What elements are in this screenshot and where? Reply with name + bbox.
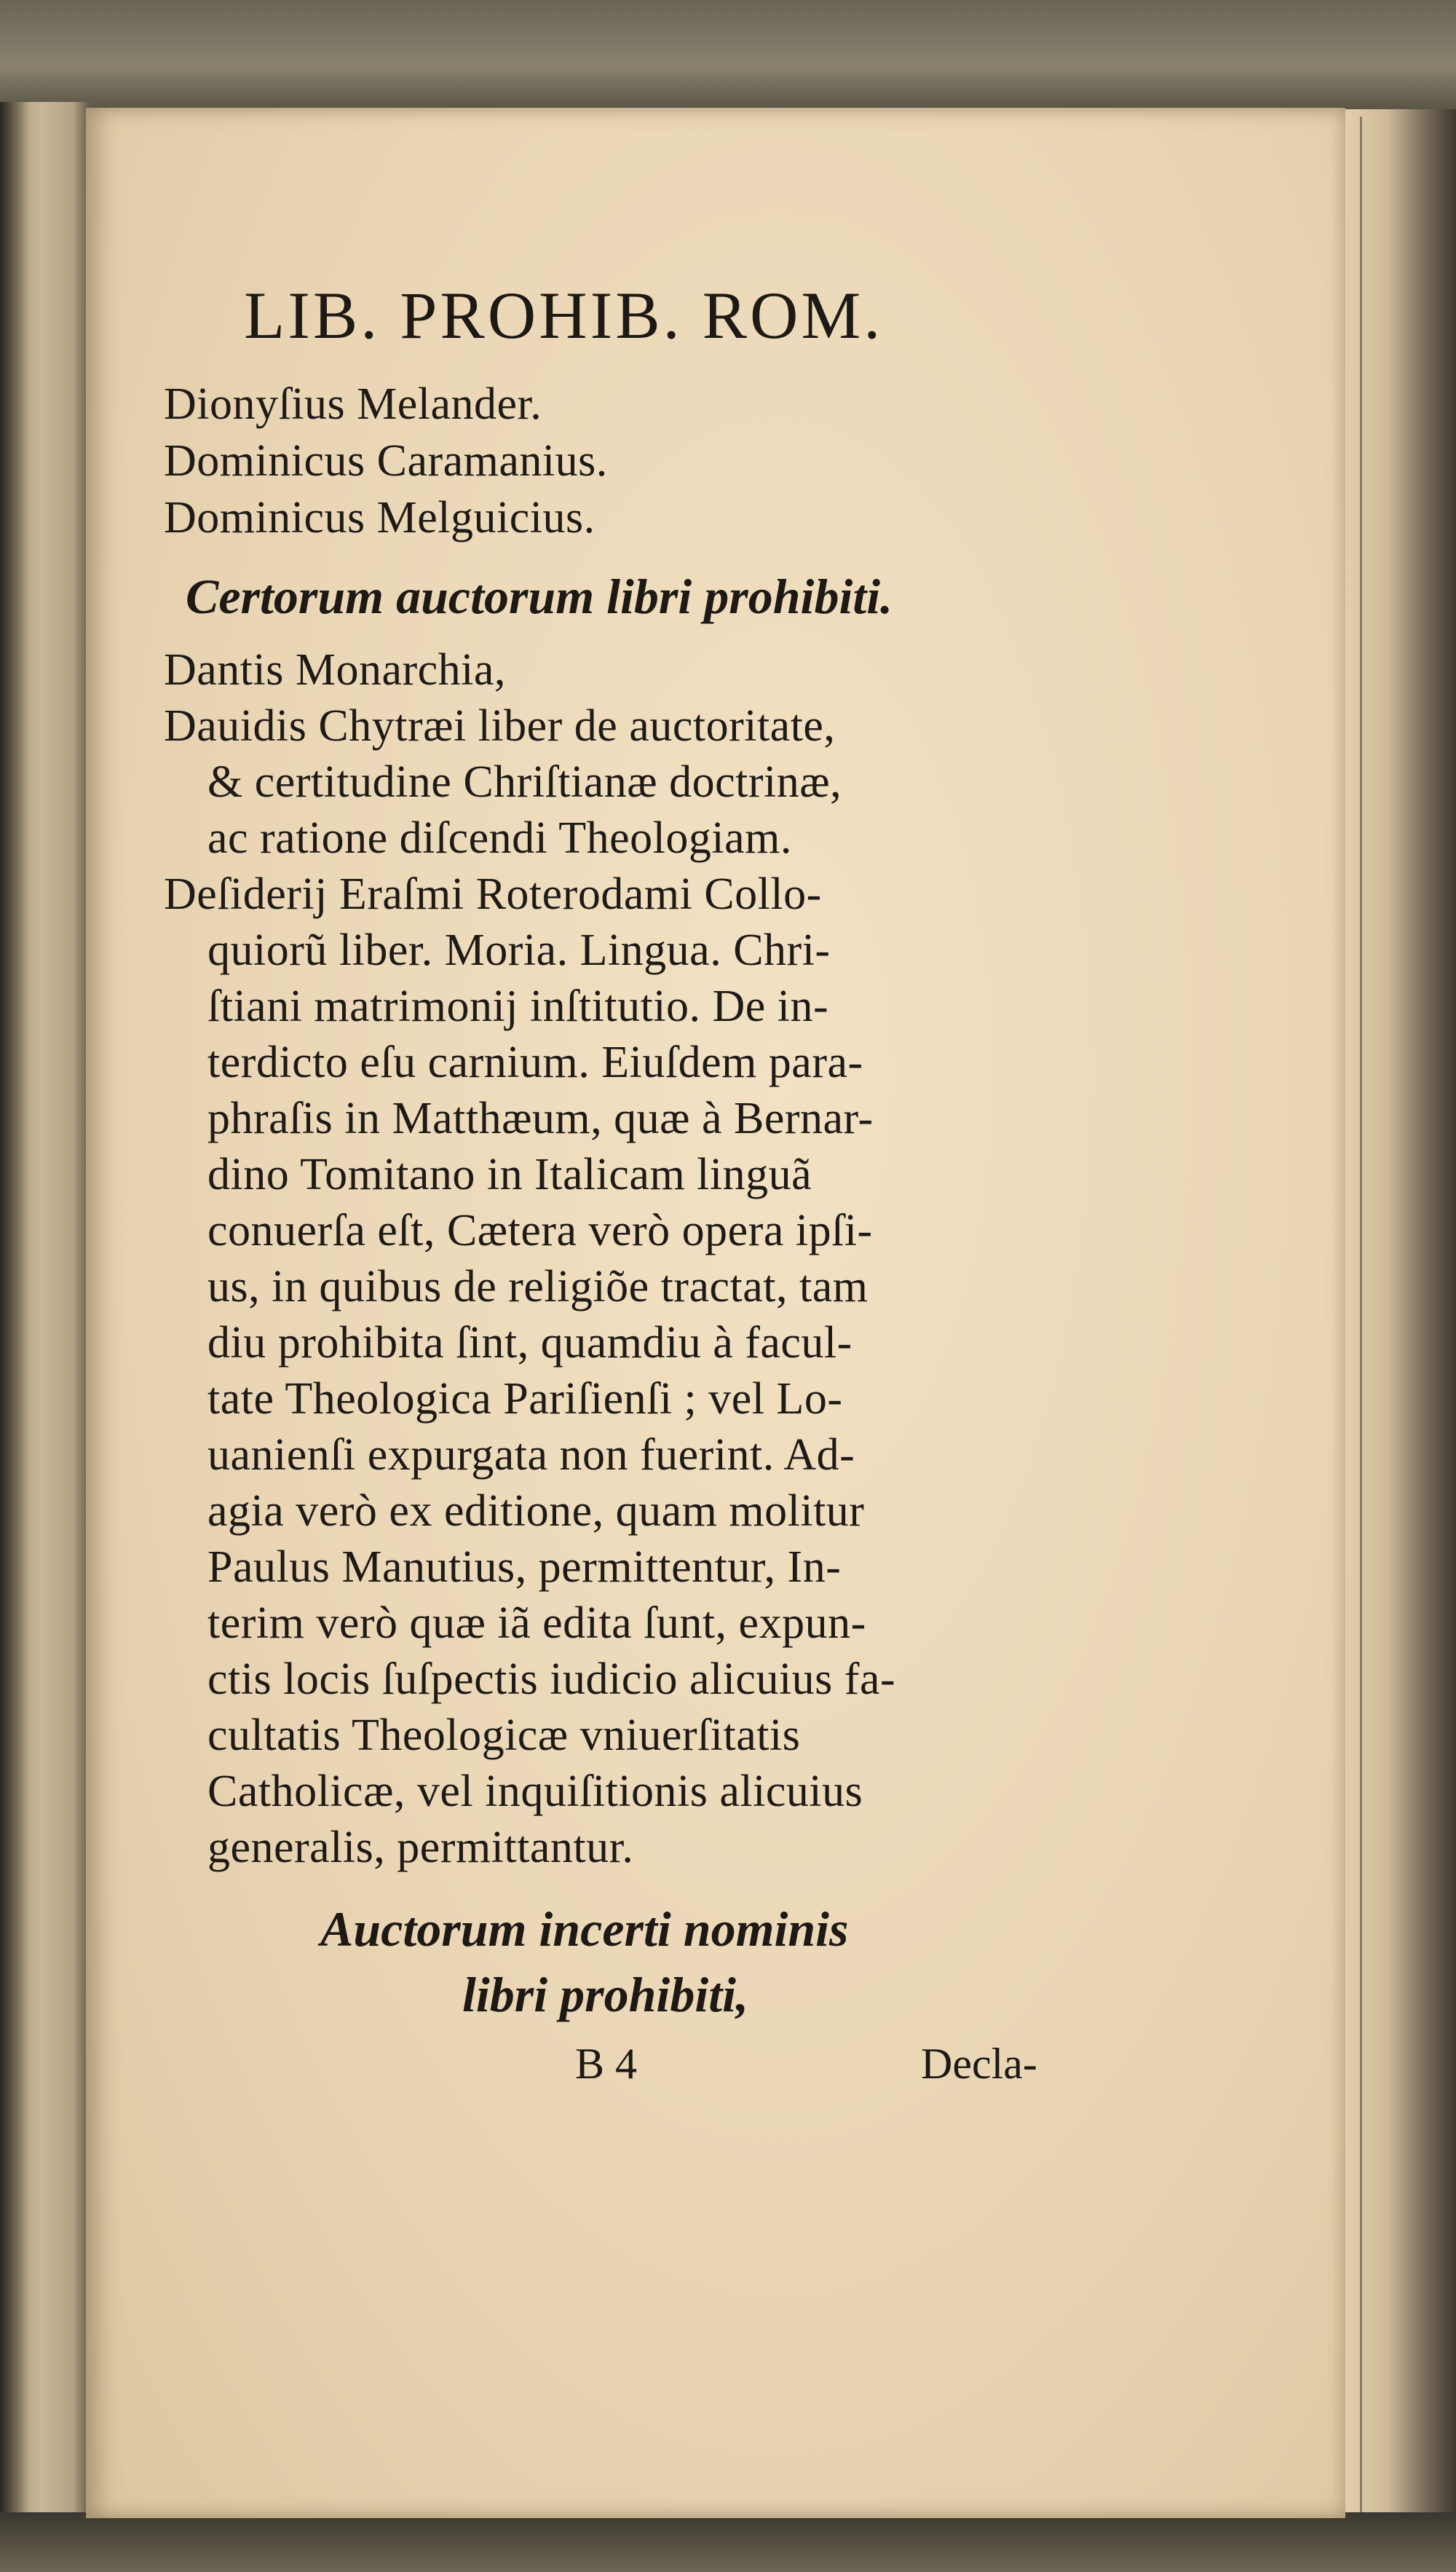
entry-line: Paulus Manutius, permittentur, In- (207, 1542, 842, 1592)
entry-line: us, in quibus de religiõe tractat, tam (207, 1262, 869, 1311)
entry-line: tate Theologica Pariſienſi ; vel Lo- (207, 1374, 843, 1424)
right-page-fold (1360, 117, 1362, 2512)
signature-mark: B 4 (575, 2040, 638, 2088)
entry-line: Dantis Monarchia, (164, 645, 506, 695)
entry-line: Catholicæ, vel inquiſitionis alicuius (207, 1767, 863, 1816)
entry-line: ac ratione diſcendi Theologiam. (207, 813, 792, 863)
closing-heading-line2: libri prohibiti, (462, 1967, 748, 2022)
entry-line: diu prohibita ſint, quamdiu à facul- (207, 1318, 852, 1368)
entry-line: cultatis Theologicæ vniuerſitatis (207, 1711, 801, 1760)
entry-line: Deſiderij Eraſmi Roterodami Collo- (164, 869, 822, 919)
running-head: LIB. PROHIB. ROM. (244, 278, 884, 352)
author-line: Dominicus Caramanius. (164, 436, 608, 486)
binding-shadow (0, 102, 29, 2572)
entry-line: dino Tomitano in Italicam linguã (207, 1150, 812, 1199)
entry-line: & certitudine Chriſtianæ doctrinæ, (207, 757, 842, 807)
book-bottom-edge (0, 2512, 1456, 2572)
book-top-edge (0, 0, 1456, 109)
entry-line: phraſis in Matthæum, quæ à Bernar- (207, 1094, 874, 1143)
section-heading: Certorum auctorum libri prohibiti. (186, 569, 893, 624)
catchword: Decla- (921, 2040, 1037, 2088)
entry-line: generalis, permittantur. (207, 1823, 634, 1872)
closing-heading-line1: Auctorum incerti nominis (320, 1901, 849, 1957)
entry-line: terdicto eſu carnium. Eiuſdem para- (207, 1038, 863, 1087)
author-line: Dominicus Melguicius. (164, 493, 596, 543)
entry-line: conuerſa eſt, Cætera verò opera ipſi- (207, 1206, 873, 1255)
entry-line: Dauidis Chytræi liber de auctoritate, (164, 701, 836, 751)
entry-line: ſtiani matrimonij inſtitutio. De in- (207, 982, 829, 1031)
entry-line: quiorũ liber. Moria. Lingua. Chri- (207, 926, 831, 975)
entry-line: ctis locis ſuſpectis iudicio alicuius fa- (207, 1654, 896, 1704)
entry-line: terim verò quæ iã edita ſunt, expun- (207, 1598, 866, 1648)
entry-line: agia verò ex editione, quam molitur (207, 1486, 865, 1536)
entry-line: uanienſi expurgata non fuerint. Ad- (207, 1430, 855, 1480)
author-line: Dionyſius Melander. (164, 379, 542, 429)
